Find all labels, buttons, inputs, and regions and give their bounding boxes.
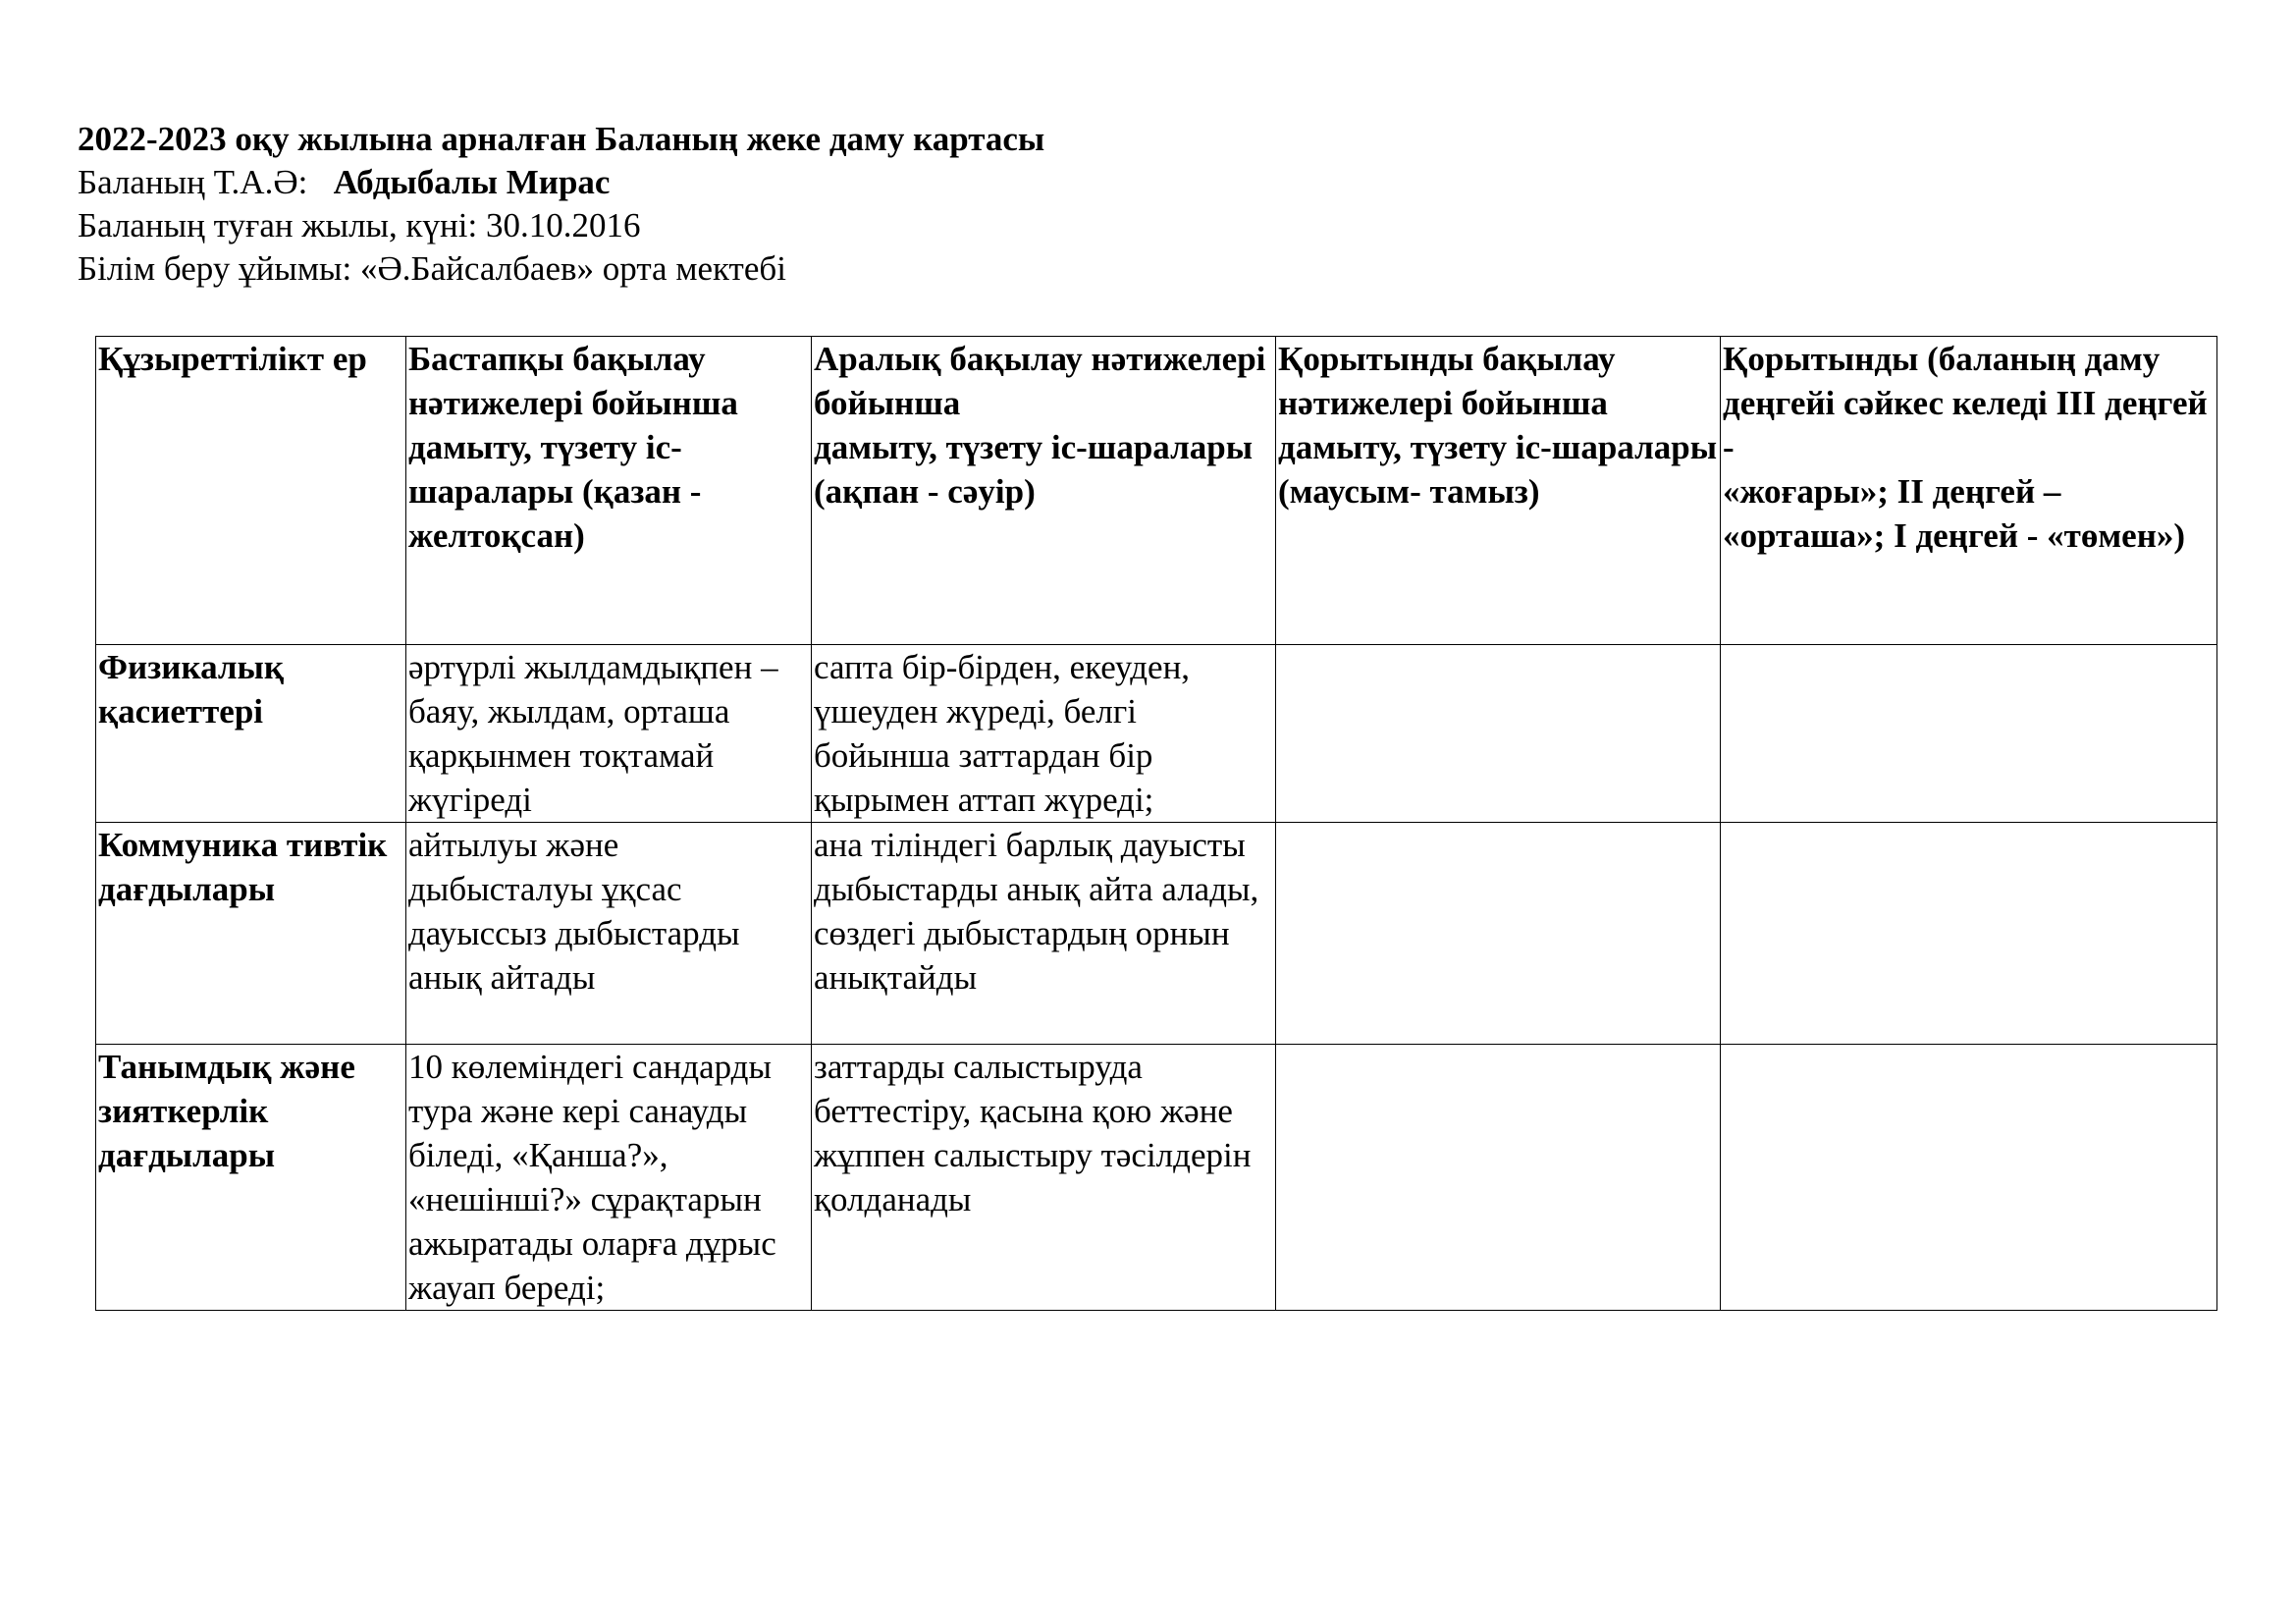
- column-header-intermediate: Аралық бақылау нәтижелері бойынша дамыту, түзету іс-шаралары (ақпан - сәуір): [812, 337, 1276, 645]
- row-conclusion: [1721, 1045, 2217, 1311]
- document-header: [78, 118, 1044, 291]
- column-header-initial: Бастапқы бақылау нәтижелері бойынша дамыту, түзету іс-шаралары (қазан - желтоқсан): [406, 337, 812, 645]
- row-competency: Танымдық және зияткерлік дағдылары: [96, 1045, 406, 1311]
- row-final: [1276, 823, 1721, 1045]
- row-initial: 10 көлеміндегі сандарды тура және кері санауды біледі, «Қанша?», «нешінші?» сұрақтарын ажыратады оларға дұрыс жауап береді;: [406, 1045, 812, 1311]
- child-name-label: Баланың Т.А.Ә:: [78, 163, 308, 201]
- row-final: [1276, 1045, 1721, 1311]
- row-intermediate: заттарды салыстыруда беттестіру, қасына қою және жұппен салыстыру тәсілдерін қолданады: [812, 1045, 1276, 1311]
- row-final: [1276, 645, 1721, 823]
- table-row: [96, 1045, 2217, 1311]
- birth-date: 30.10.2016: [485, 206, 641, 244]
- table-header-row: [96, 337, 2217, 645]
- row-conclusion: [1721, 823, 2217, 1045]
- development-card-table: [95, 336, 2217, 1311]
- birth-date-line: [78, 204, 1044, 247]
- table-row: [96, 823, 2217, 1045]
- row-competency: Коммуника тивтік дағдылары: [96, 823, 406, 1045]
- row-intermediate: ана тіліндегі барлық дауысты дыбыстарды анық айта алады, сөздегі дыбыстардың орнын анықтайды: [812, 823, 1276, 1045]
- row-initial: әртүрлі жылдамдықпен – баяу, жылдам, орташа қарқынмен тоқтамай жүгіреді: [406, 645, 812, 823]
- row-intermediate: сапта бір-бірден, екеуден, үшеуден жүреді, белгі бойынша заттардан бір қырымен аттап жүреді;: [812, 645, 1276, 823]
- child-name: Абдыбалы Мирас: [333, 163, 611, 201]
- column-header-competency: Құзыреттілікт ер: [96, 337, 406, 645]
- birth-date-label: Баланың туған жылы, күні:: [78, 206, 478, 244]
- column-header-final: Қорытынды бақылау нәтижелері бойынша дамыту, түзету іс-шаралары (маусым- тамыз): [1276, 337, 1721, 645]
- document-title: 2022-2023 оқу жылына арналған Баланың жеке даму картасы: [78, 120, 1045, 158]
- child-name-line: [78, 161, 1044, 204]
- row-initial: айтылуы және дыбысталуы ұқсас дауыссыз дыбыстарды анық айтады: [406, 823, 812, 1045]
- organization-label: Білім беру ұйымы:: [78, 249, 352, 288]
- column-header-conclusion: Қорытынды (баланың даму деңгейі сәйкес келеді ІІІ деңгей - «жоғары»; ІІ деңгей – «орташа»; І деңгей - «төмен»): [1721, 337, 2217, 645]
- row-conclusion: [1721, 645, 2217, 823]
- organization-line: [78, 247, 1044, 291]
- table-row: [96, 645, 2217, 823]
- row-competency: Физикалық қасиеттері: [96, 645, 406, 823]
- organization-name: «Ә.Байсалбаев» орта мектебі: [359, 249, 786, 288]
